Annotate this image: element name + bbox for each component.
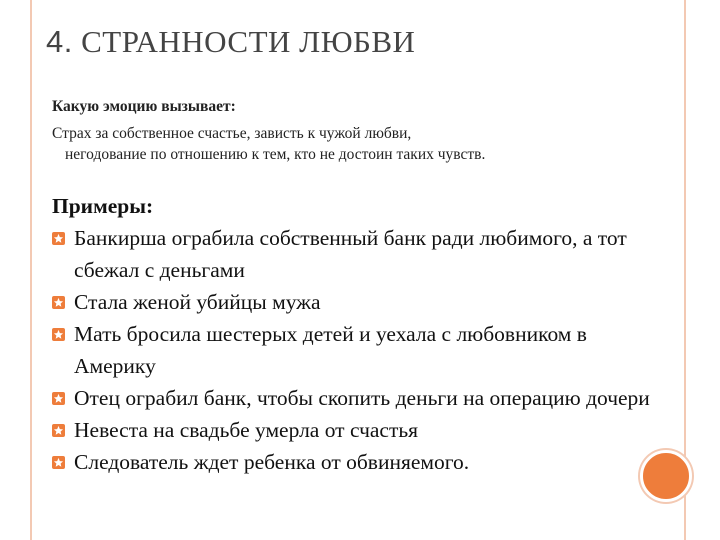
star-bullet-icon: [52, 232, 65, 245]
star-bullet-icon: [52, 328, 65, 341]
decorative-circle-icon: [640, 450, 692, 502]
examples-list: [52, 222, 652, 478]
star-bullet-icon: [52, 392, 65, 405]
example-text: Стала женой убийцы мужа: [74, 290, 321, 314]
slide-title: [46, 24, 415, 60]
list-item: [52, 318, 652, 382]
star-bullet-icon: [52, 296, 65, 309]
answer-line-2: негодование по отношению к тем, кто не достоин таких чувств.: [65, 146, 486, 163]
examples-heading: Примеры:: [52, 194, 154, 218]
list-item: [52, 446, 652, 478]
answer-text: [52, 123, 662, 165]
list-item: [52, 414, 652, 446]
list-item: [52, 382, 652, 414]
examples-block: [52, 190, 652, 478]
list-item: [52, 222, 652, 286]
example-text: Невеста на свадьбе умерла от счастья: [74, 418, 419, 442]
example-text: Следователь ждет ребенка от обвиняемого.: [74, 450, 470, 474]
answer-line-1: Страх за собственное счастье, зависть к чужой любви,: [52, 125, 412, 142]
example-text: Мать бросила шестерых детей и уехала с любовником в Америку: [74, 322, 587, 378]
example-text: Банкирша ограбила собственный банк ради любимого, а тот сбежал с деньгами: [74, 226, 627, 282]
list-item: [52, 286, 652, 318]
title-text: СТРАННОСТИ ЛЮБВИ: [81, 24, 416, 59]
star-bullet-icon: [52, 456, 65, 469]
star-bullet-icon: [52, 424, 65, 437]
question-text: Какую эмоцию вызывает:: [52, 98, 236, 115]
example-text: Отец ограбил банк, чтобы скопить деньги на операцию дочери: [74, 386, 650, 410]
title-number: 4.: [46, 24, 73, 59]
intro-block: [52, 96, 662, 165]
